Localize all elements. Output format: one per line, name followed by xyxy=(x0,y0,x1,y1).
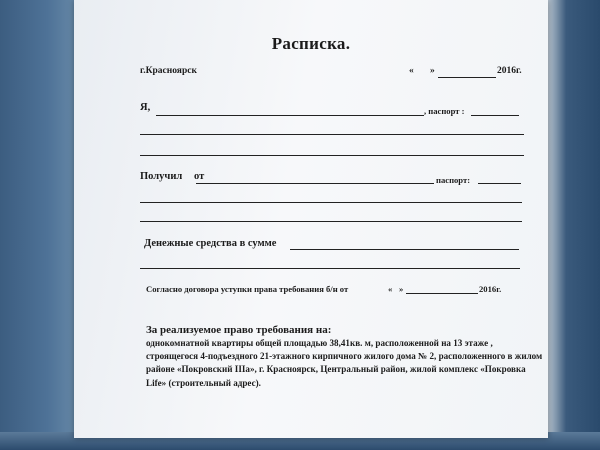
contract-open-quote: « xyxy=(388,284,393,294)
date-open-quote: « xyxy=(409,66,414,76)
from-label: от xyxy=(194,171,205,182)
date-close-quote: » xyxy=(430,66,435,76)
blank-line-1 xyxy=(140,134,524,135)
city-label: г.Красноярск xyxy=(140,66,197,76)
passport-label-2: паспорт: xyxy=(436,175,471,185)
document-title: Расписка. xyxy=(271,34,351,53)
blank-line-5 xyxy=(140,268,520,269)
blank-line-4 xyxy=(140,221,522,222)
monitor-bezel-right xyxy=(548,0,600,450)
money-label: Денежные средства в сумме xyxy=(144,238,277,249)
name-blank-line xyxy=(156,115,424,116)
contract-close-quote: » xyxy=(399,284,404,294)
from-blank-line xyxy=(196,183,434,184)
rights-body: однокомнатной квартиры общей площадью 38,41кв. м, расположенной на 13 этаже , строящегося 4-подъездного 21-этажного кирпичного жилого дома № 2, расположенного в жилом районе «Покровский IIIа», г. Красноярск, Центральный район, жилой комплекс «Покровка Life» (строительный адрес). xyxy=(146,338,543,388)
date-blank-line xyxy=(438,77,496,78)
date-year: 2016г. xyxy=(497,66,522,76)
blank-line-2 xyxy=(140,155,524,156)
contract-year: 2016г. xyxy=(479,284,502,294)
money-blank-line xyxy=(290,249,519,250)
ya-label: Я, xyxy=(140,102,151,113)
received-label: Получил xyxy=(140,171,183,182)
receipt-document xyxy=(74,0,548,438)
rights-heading: За реализуемое право требования на: xyxy=(146,324,332,336)
blank-line-3 xyxy=(140,202,522,203)
contract-text: Согласно договора уступки права требования б/н от xyxy=(146,284,349,294)
contract-date-blank-line xyxy=(406,293,478,294)
passport-blank-line-1 xyxy=(471,115,519,116)
passport-label-1: , паспорт : xyxy=(424,106,465,116)
passport-blank-line-2 xyxy=(478,183,521,184)
